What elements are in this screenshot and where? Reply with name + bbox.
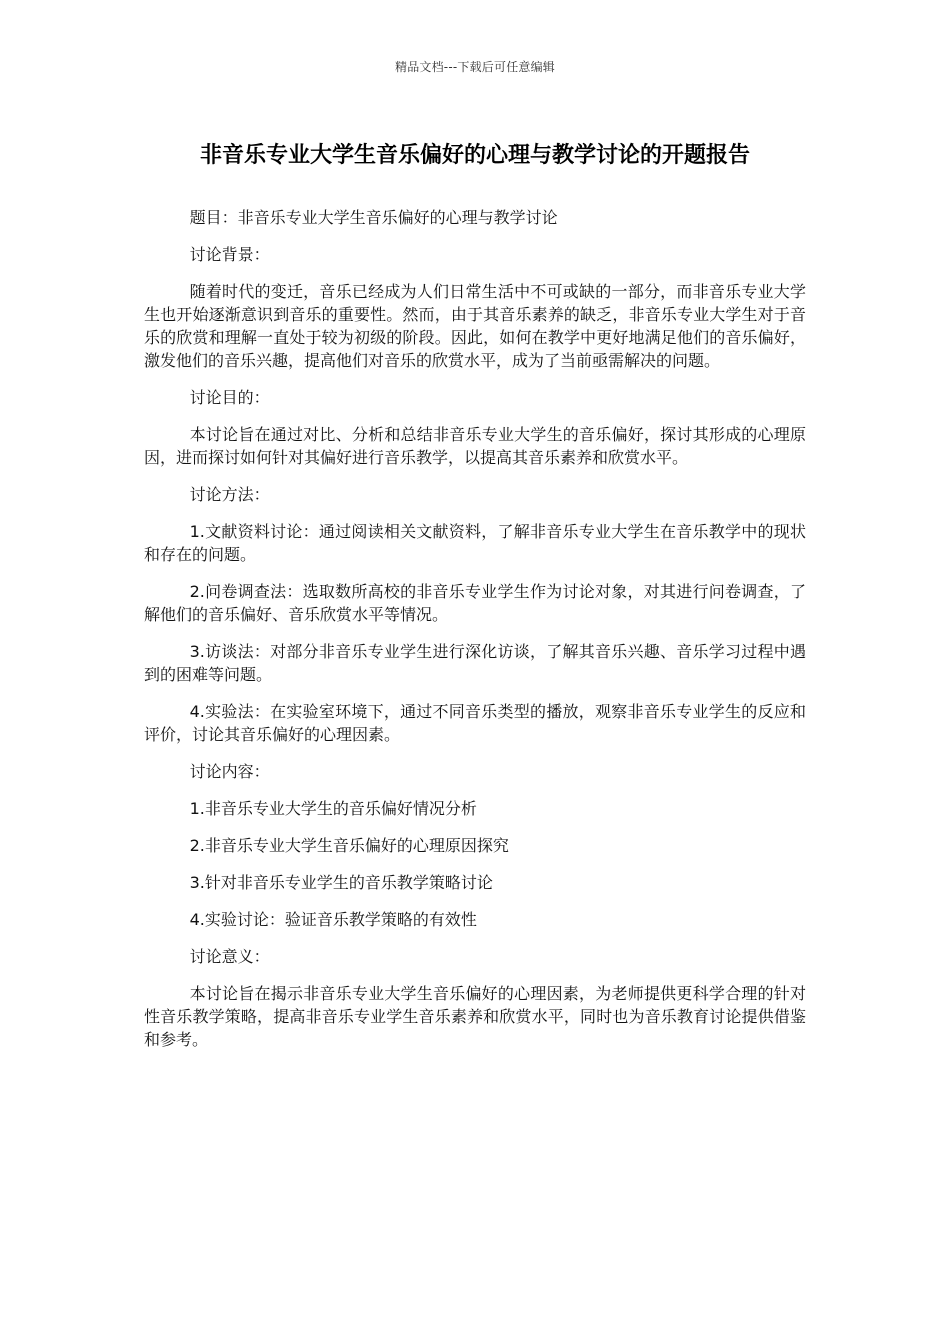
- header-note: 精品文档---下载后可任意编辑: [395, 60, 555, 74]
- method-item: 4.实验法：在实验室环境下，通过不同音乐类型的播放，观察非音乐专业学生的反应和评价，讨论其音乐偏好的心理因素。: [144, 702, 806, 744]
- section-heading-content: 讨论内容：: [189, 762, 270, 781]
- content-item: 3.针对非音乐专业学生的音乐教学策略讨论: [189, 873, 493, 892]
- method-item: 1.文献资料讨论：通过阅读相关文献资料，了解非音乐专业大学生在音乐教学中的现状和存在的问题。: [144, 522, 806, 564]
- section-heading-significance: 讨论意义：: [189, 947, 270, 966]
- significance-paragraph: 本讨论旨在揭示非音乐专业大学生音乐偏好的心理因素，为老师提供更科学合理的针对性音乐教学策略，提高非音乐专业学生音乐素养和欣赏水平，同时也为音乐教育讨论提供借鉴和参考。: [144, 984, 806, 1049]
- background-paragraph: 随着时代的变迁，音乐已经成为人们日常生活中不可或缺的一部分，而非音乐专业大学生也开始逐渐意识到音乐的重要性。然而，由于其音乐素养的缺乏，非音乐专业大学生对于音乐的欣赏和理解一直处于较为初级的阶段。因此，如何在教学中更好地满足他们的音乐偏好，激发他们的音乐兴趣，提高他们对音乐的欣赏水平，成为了当前亟需解决的问题。: [144, 282, 806, 370]
- section-heading-purpose: 讨论目的：: [189, 388, 270, 407]
- document-title: 非音乐专业大学生音乐偏好的心理与教学讨论的开题报告: [199, 143, 750, 168]
- purpose-paragraph: 本讨论旨在通过对比、分析和总结非音乐专业大学生的音乐偏好，探讨其形成的心理原因，进而探讨如何针对其偏好进行音乐教学，以提高其音乐素养和欣赏水平。: [144, 425, 806, 467]
- section-heading-background: 讨论背景：: [189, 245, 270, 264]
- topic-line: 题目：非音乐专业大学生音乐偏好的心理与教学讨论: [189, 208, 558, 227]
- content-item: 1.非音乐专业大学生的音乐偏好情况分析: [189, 799, 477, 818]
- content-item: 4.实验讨论：验证音乐教学策略的有效性: [189, 910, 477, 929]
- content-item: 2.非音乐专业大学生音乐偏好的心理原因探究: [189, 836, 509, 855]
- method-item: 3.访谈法：对部分非音乐专业学生进行深化访谈，了解其音乐兴趣、音乐学习过程中遇到的困难等问题。: [144, 642, 806, 684]
- method-item: 2.问卷调查法：选取数所高校的非音乐专业学生作为讨论对象，对其进行问卷调查，了解他们的音乐偏好、音乐欣赏水平等情况。: [144, 582, 806, 624]
- document-body: [144, 206, 806, 1065]
- section-heading-methods: 讨论方法：: [189, 485, 270, 504]
